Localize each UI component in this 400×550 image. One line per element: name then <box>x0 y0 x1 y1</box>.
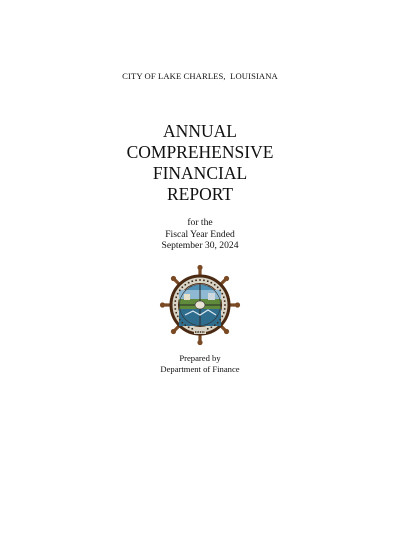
prepared-by-line: Department of Finance <box>160 363 240 374</box>
fiscal-year-line: September 30, 2024 <box>161 240 239 251</box>
report-title-line: REPORT <box>166 184 234 204</box>
fiscal-year-line: Fiscal Year Ended <box>165 228 235 240</box>
report-title <box>0 121 400 205</box>
city-header: CITY OF LAKE CHARLES, LOUISIANA <box>122 71 278 81</box>
fiscal-year-statement <box>0 217 400 252</box>
city-seal-ship-wheel-icon <box>159 264 241 346</box>
prepared-by-line: Prepared by <box>179 353 221 363</box>
fiscal-year-line: for the <box>187 217 213 228</box>
prepared-by-statement <box>0 353 400 374</box>
report-title-line: FINANCIAL <box>152 163 248 183</box>
report-title-line: COMPREHENSIVE <box>126 142 274 162</box>
report-title-line: ANNUAL <box>163 121 237 141</box>
